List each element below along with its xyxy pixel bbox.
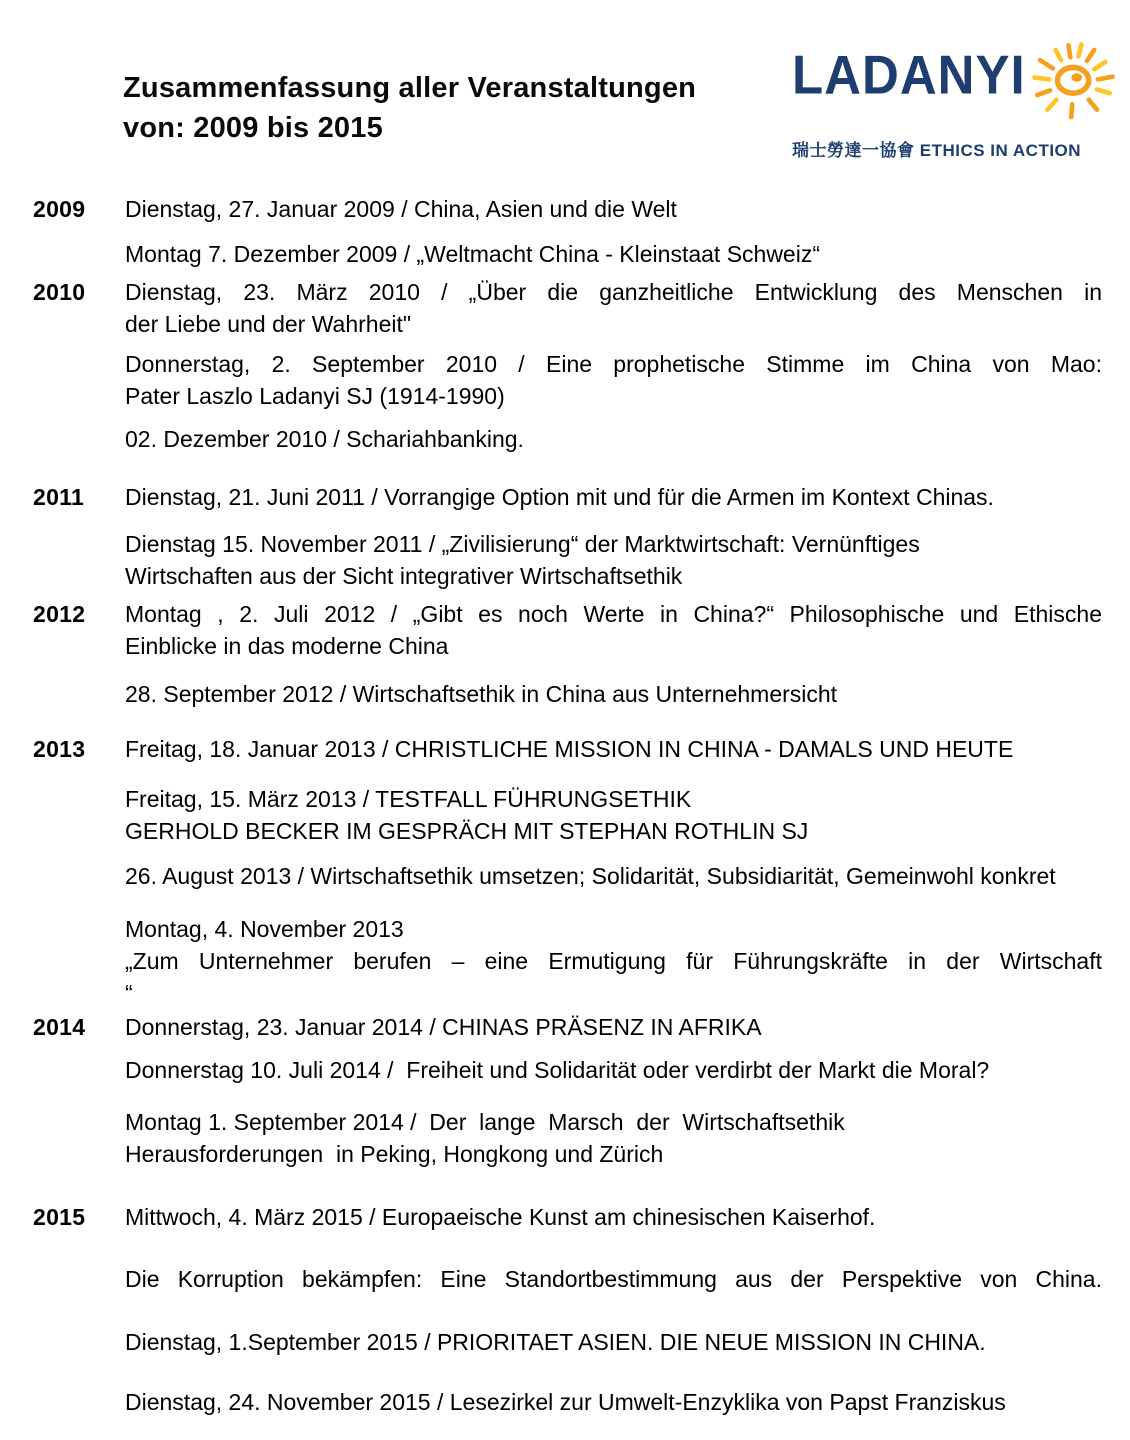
event-text	[125, 913, 1102, 1009]
event-row	[0, 860, 1130, 892]
event-text	[125, 238, 1102, 270]
event-line: Montag 1. September 2014 / Der lange Marsch der Wirtschaftsethik	[125, 1109, 845, 1135]
ladanyi-logo	[792, 44, 1122, 161]
event-row	[0, 678, 1130, 710]
year-label: 2010	[33, 279, 86, 305]
event-line: Dienstag, 27. Januar 2009 / China, Asien und die Welt	[125, 196, 677, 222]
event-line: Dienstag, 24. November 2015 / Lesezirkel zur Umwelt-Enzyklika von Papst Franziskus	[125, 1389, 1006, 1415]
year-label: 2015	[33, 1204, 86, 1230]
page-title-line1: Zusammenfassung aller Veranstaltungen	[123, 72, 697, 104]
year-label: 2013	[33, 736, 86, 762]
event-line: Donnerstag 10. Juli 2014 / Freiheit und Solidarität oder verdirbt der Markt die Moral?	[125, 1057, 990, 1083]
event-line: 28. September 2012 / Wirtschaftsethik in China aus Unternehmersicht	[125, 681, 838, 707]
event-text	[125, 423, 1102, 455]
event-text	[125, 1054, 1102, 1086]
event-row	[0, 348, 1130, 412]
event-text	[125, 1326, 1102, 1358]
year-label: 2014	[33, 1014, 86, 1040]
logo-tagline-english: ETHICS IN ACTION	[919, 141, 1082, 160]
page-title	[123, 68, 696, 148]
event-text	[125, 598, 1102, 662]
event-line: Montag 7. Dezember 2009 / „Weltmacht China - Kleinstaat Schweiz“	[125, 241, 820, 267]
event-row	[0, 193, 1130, 225]
event-text	[125, 193, 1102, 225]
event-line: Pater Laszlo Ladanyi SJ (1914-1990)	[125, 383, 505, 409]
logo-tagline	[792, 136, 1081, 161]
event-text	[125, 348, 1102, 412]
event-line: “	[125, 980, 133, 1006]
event-text	[125, 860, 1102, 892]
event-text	[125, 783, 1102, 847]
event-line: Freitag, 15. März 2013 / TESTFALL FÜHRUNGSETHIK	[125, 786, 692, 812]
event-line: Dienstag 15. November 2011 / „Zivilisierung“ der Marktwirtschaft: Vernünftiges	[125, 531, 920, 557]
event-row	[0, 238, 1130, 270]
event-row	[0, 1201, 1130, 1233]
event-row	[0, 733, 1130, 765]
event-row	[0, 276, 1130, 340]
event-line: Herausforderungen in Peking, Hongkong und Zürich	[125, 1141, 664, 1167]
event-row	[0, 528, 1130, 592]
event-line: Freitag, 18. Januar 2013 / CHRISTLICHE MISSION IN CHINA - DAMALS UND HEUTE	[125, 736, 1014, 762]
event-line: Dienstag, 23. März 2010 / „Über die ganzheitliche Entwicklung des Menschen in	[125, 279, 1102, 305]
event-row	[0, 1106, 1130, 1170]
event-line: der Liebe und der Wahrheit"	[125, 311, 412, 337]
event-line: Dienstag, 21. Juni 2011 / Vorrangige Option mit und für die Armen im Kontext Chinas.	[125, 484, 994, 510]
event-text	[125, 1263, 1102, 1295]
event-text	[125, 481, 1102, 513]
logo-tagline-chinese: 瑞士勞達一協會	[792, 141, 915, 160]
event-text	[125, 1011, 1102, 1043]
sun-icon	[1028, 38, 1120, 130]
events-list	[0, 193, 1130, 1418]
logo-row	[792, 44, 1120, 130]
event-row	[0, 1011, 1130, 1043]
year-label: 2012	[33, 601, 86, 627]
event-row	[0, 423, 1130, 455]
event-line: Montag, 4. November 2013	[125, 916, 404, 942]
event-text	[125, 1386, 1102, 1418]
year-label: 2009	[33, 196, 86, 222]
event-line: Einblicke in das moderne China	[125, 633, 449, 659]
event-row	[0, 1326, 1130, 1358]
event-text	[125, 678, 1102, 710]
event-line: 26. August 2013 / Wirtschaftsethik umsetzen; Solidarität, Subsidiarität, Gemeinwohl konkret	[125, 863, 1056, 889]
event-text	[125, 1106, 1102, 1170]
event-row	[0, 1054, 1130, 1086]
event-text	[125, 1201, 1102, 1233]
event-line: Donnerstag, 2. September 2010 / Eine prophetische Stimme im China von Mao:	[125, 351, 1102, 377]
event-text	[125, 528, 1102, 592]
event-line: Mittwoch, 4. März 2015 / Europaeische Kunst am chinesischen Kaiserhof.	[125, 1204, 876, 1230]
event-text	[125, 733, 1102, 765]
event-row	[0, 1386, 1130, 1418]
page-title-line2: von: 2009 bis 2015	[123, 112, 383, 144]
event-row	[0, 1263, 1130, 1295]
event-line: Dienstag, 1.September 2015 / PRIORITAET ASIEN. DIE NEUE MISSION IN CHINA.	[125, 1329, 986, 1355]
event-line: Die Korruption bekämpfen: Eine Standortbestimmung aus der Perspektive von China.	[125, 1266, 1102, 1292]
event-line: Donnerstag, 23. Januar 2014 / CHINAS PRÄSENZ IN AFRIKA	[125, 1014, 762, 1040]
event-line: 02. Dezember 2010 / Schariahbanking.	[125, 426, 524, 452]
event-row	[0, 913, 1130, 1009]
document-header	[0, 0, 1130, 160]
event-row	[0, 598, 1130, 662]
event-line: Wirtschaften aus der Sicht integrativer Wirtschaftsethik	[125, 563, 683, 589]
event-text	[125, 276, 1102, 340]
logo-wordmark: LADANYI	[792, 44, 1026, 106]
year-label: 2011	[33, 484, 85, 510]
event-line: Montag , 2. Juli 2012 / „Gibt es noch Werte in China?“ Philosophische und Ethische	[125, 601, 1102, 627]
event-line: GERHOLD BECKER IM GESPRÄCH MIT STEPHAN ROTHLIN SJ	[125, 818, 809, 844]
event-line: „Zum Unternehmer berufen – eine Ermutigung für Führungskräfte in der Wirtschaft	[125, 948, 1102, 974]
event-row	[0, 481, 1130, 513]
event-row	[0, 783, 1130, 847]
